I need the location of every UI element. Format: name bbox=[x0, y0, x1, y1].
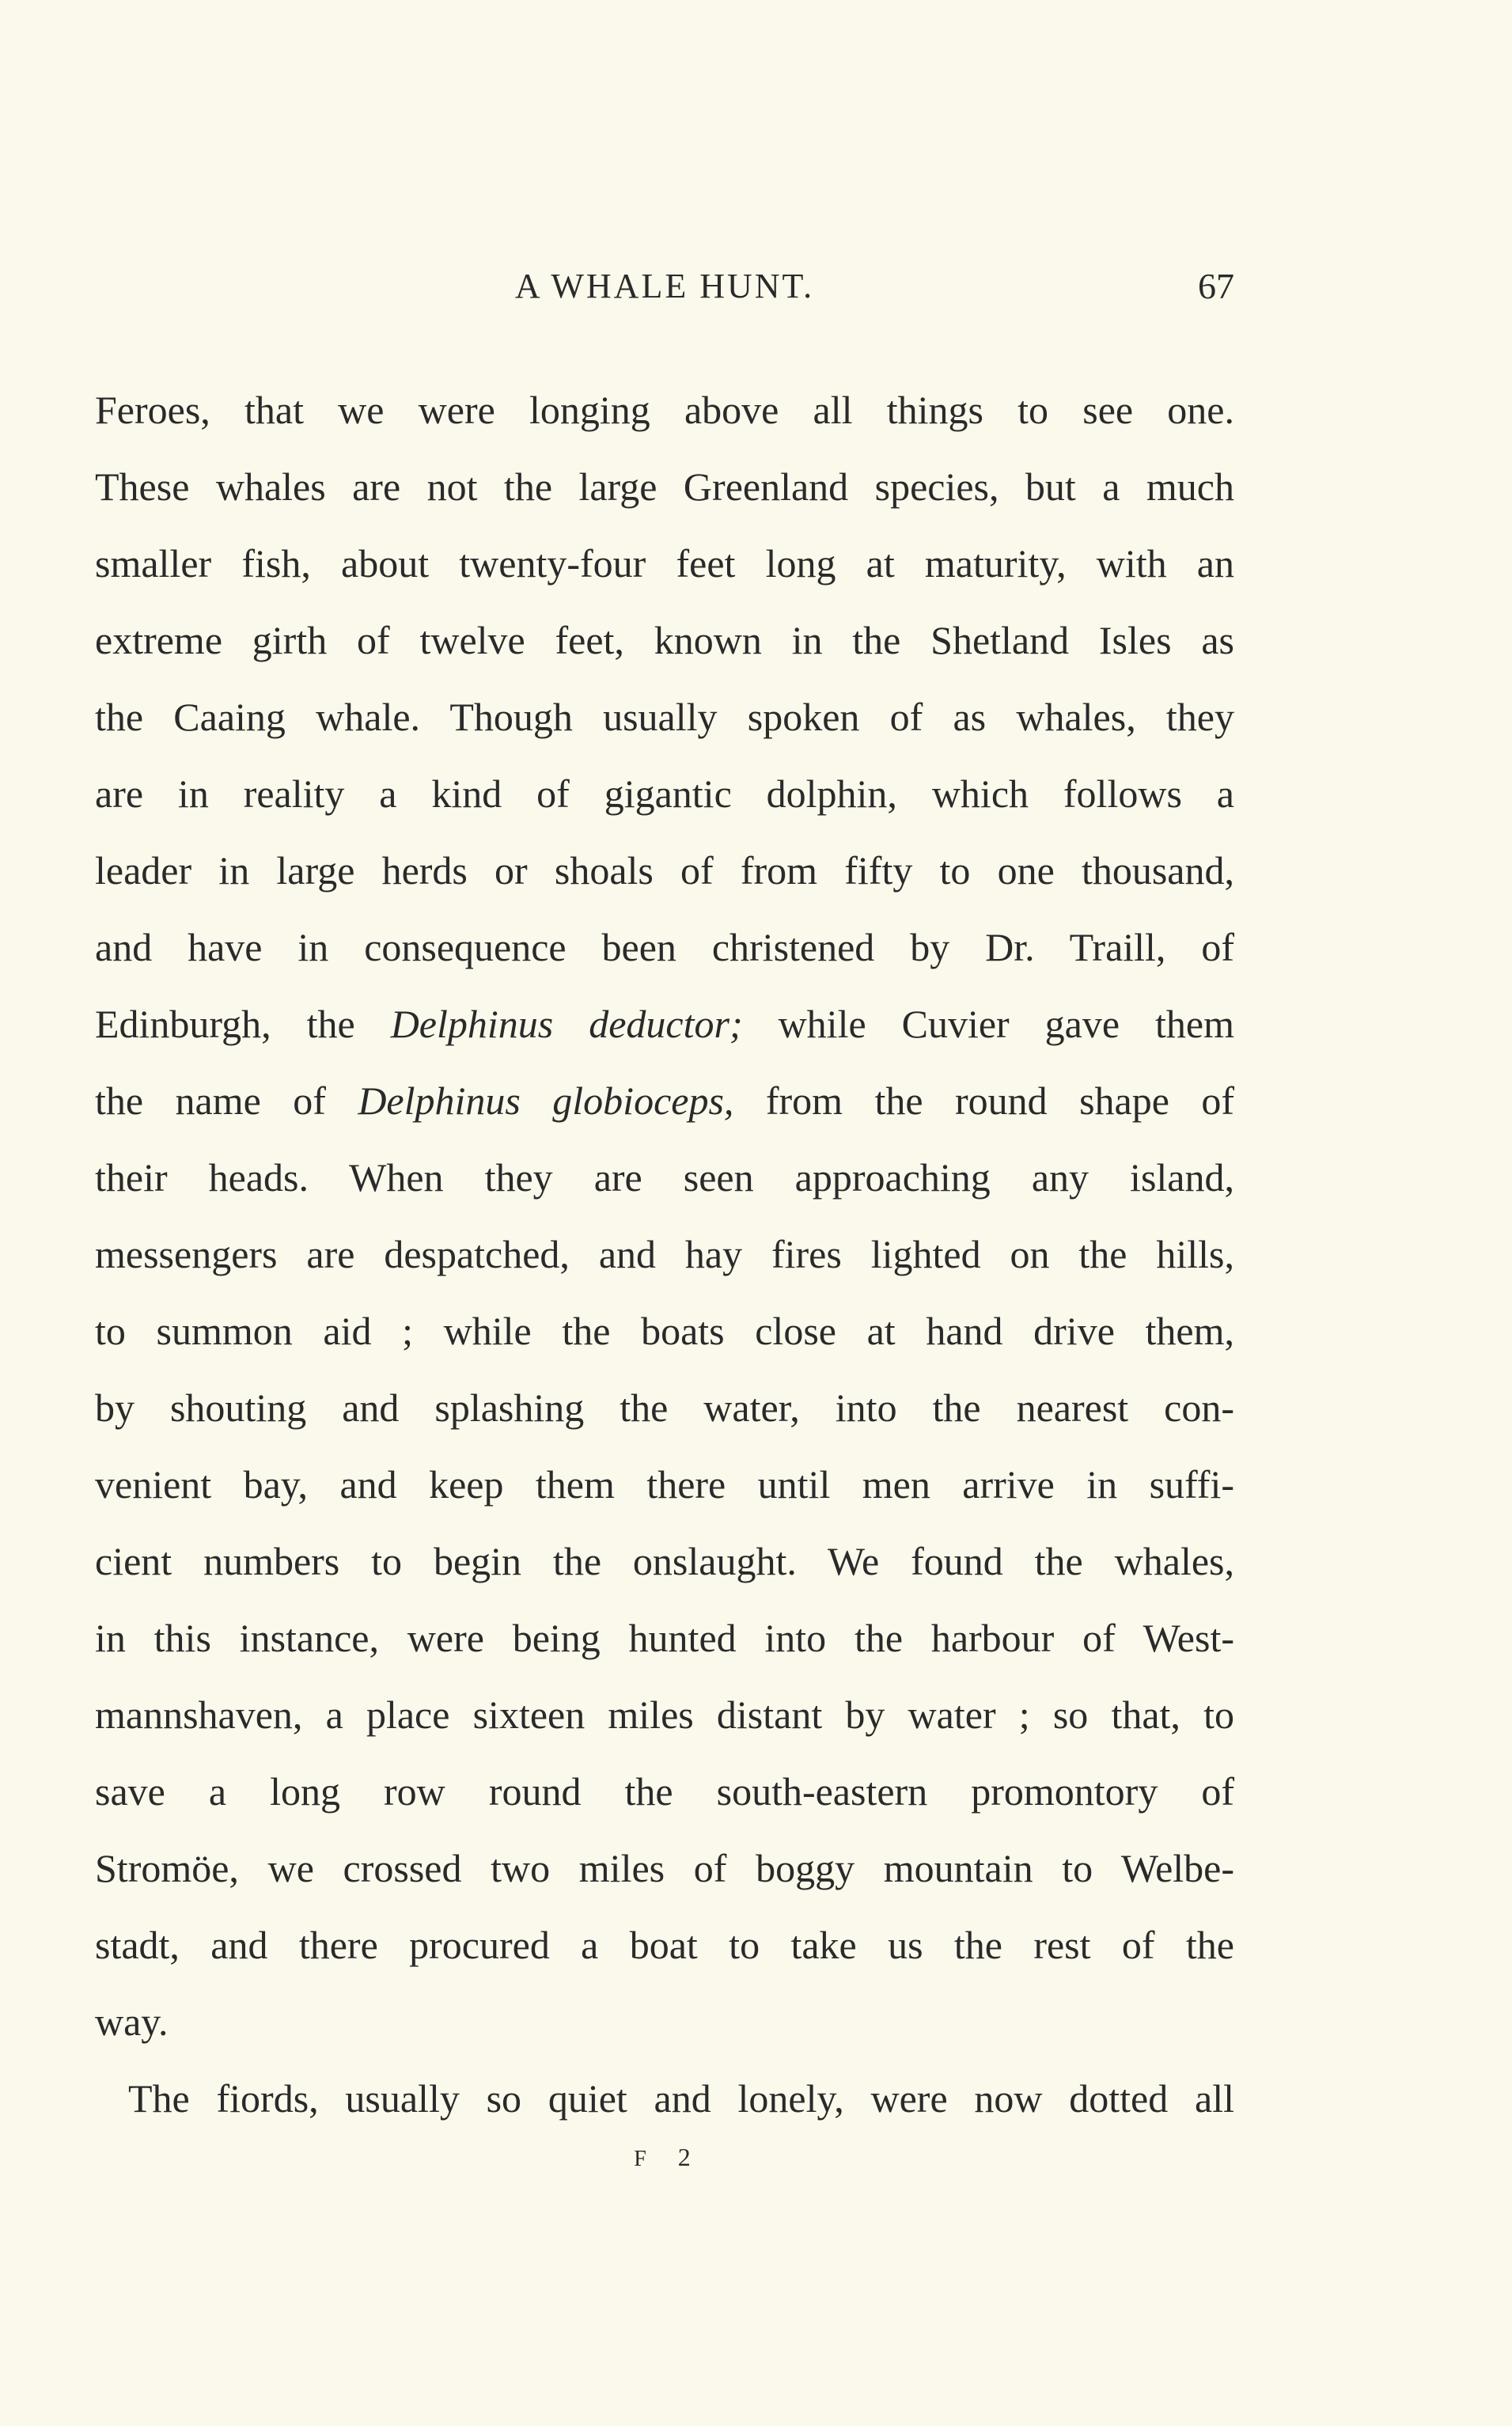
text-line: cient numbers to begin the onslaught. We found the whales, bbox=[95, 1539, 1234, 1583]
latin-species-name: Delphinus deductor; bbox=[390, 1002, 743, 1046]
text-line: smaller fish, about twenty-four feet long at maturity, with an bbox=[95, 541, 1234, 586]
text-line: by shouting and splashing the water, into the nearest con- bbox=[95, 1385, 1234, 1430]
text-segment: while Cuvier gave them bbox=[742, 1002, 1235, 1046]
text-line: are in reality a kind of gigantic dolphin, which follows a bbox=[95, 771, 1234, 816]
body-text bbox=[95, 372, 1234, 2137]
text-line: way. bbox=[95, 2000, 169, 2044]
text-line: leader in large herds or shoals of from fifty to one thousand, bbox=[95, 848, 1234, 893]
text-line: in this instance, were being hunted into the harbour of West- bbox=[95, 1616, 1234, 1660]
signature-letter: F bbox=[634, 2147, 659, 2171]
text-line: venient bay, and keep them there until men arrive in suffi- bbox=[95, 1462, 1234, 1507]
text-segment: the name of bbox=[95, 1078, 358, 1123]
text-line: Stromöe, we crossed two miles of boggy mountain to Welbe- bbox=[95, 1846, 1234, 1890]
signature-number: 2 bbox=[677, 2143, 703, 2171]
text-segment: from the round shape of bbox=[733, 1078, 1235, 1123]
text-line: stadt, and there procured a boat to take us the rest of the bbox=[95, 1923, 1234, 1967]
running-title: A WHALE HUNT. bbox=[514, 267, 815, 305]
text-line: the Caaing whale. Though usually spoken of as whales, they bbox=[95, 695, 1234, 739]
text-line: messengers are despatched, and hay fires lighted on the hills, bbox=[95, 1232, 1234, 1276]
text-line-with-italic bbox=[95, 1063, 1234, 1139]
text-line-with-italic bbox=[95, 986, 1234, 1063]
running-head bbox=[95, 263, 1234, 310]
latin-species-name: Delphinus globioceps, bbox=[358, 1078, 734, 1123]
text-line: These whales are not the large Greenland species, but a much bbox=[95, 464, 1234, 509]
text-line: their heads. When they are seen approaching any island, bbox=[95, 1155, 1234, 1200]
text-line: and have in consequence been christened by Dr. Traill, of bbox=[95, 925, 1234, 969]
text-segment: Edinburgh, the bbox=[95, 1002, 391, 1046]
text-line: mannshaven, a place sixteen miles distant by water ; so that, to bbox=[95, 1693, 1234, 1737]
signature-mark bbox=[0, 2143, 1337, 2172]
paragraph-first-line: The fiords, usually so quiet and lonely, were now dotted all bbox=[128, 2076, 1234, 2121]
text-line: extreme girth of twelve feet, known in the Shetland Isles as bbox=[95, 618, 1234, 662]
text-line: to summon aid ; while the boats close at hand drive them, bbox=[95, 1309, 1234, 1353]
text-line: save a long row round the south-eastern promontory of bbox=[95, 1769, 1234, 1814]
text-line: Feroes, that we were longing above all things to see one. bbox=[95, 388, 1234, 432]
page-number: 67 bbox=[1198, 266, 1234, 306]
